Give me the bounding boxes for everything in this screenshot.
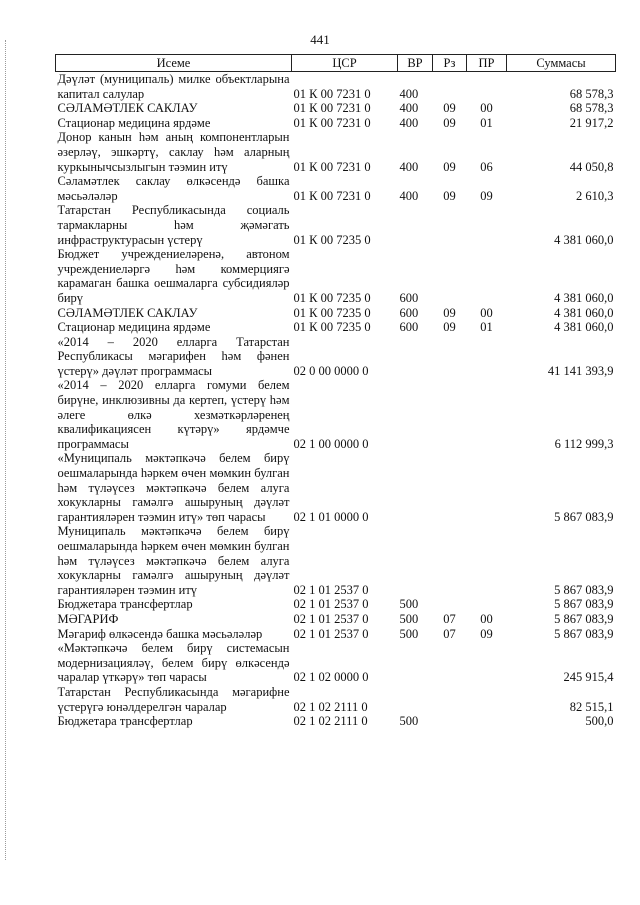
cell-name: Муниципаль мәктәпкәчә белем бирү оешмаларында һәркем өчен мөмкин булган һәм түләүсез мәктәпкәчә белем алуга хокукларны гамәлгә ашыруның дәүләт гарантияләрен тәэмин итү	[57, 524, 290, 597]
cell-csr: 01 К 00 7235 0	[293, 290, 371, 305]
table-row	[56, 203, 616, 247]
cell-pr	[467, 641, 507, 685]
cell-sum: 5 867 083,9	[554, 582, 614, 597]
cell-sum: 68 578,3	[569, 101, 614, 116]
cell-name: «2014 – 2020 елларга Татарстан Республикасы мәгарифен һәм фәнен үстерү» дәүләт программасы	[57, 334, 290, 378]
table-row	[56, 247, 616, 305]
cell-vr	[398, 524, 433, 597]
cell-rz: 09	[443, 305, 456, 320]
cell-sum: 6 112 999,3	[554, 436, 614, 451]
cell-name: Стационар медицина ярдәме	[57, 115, 211, 130]
cell-vr: 600	[399, 305, 419, 320]
table-header	[56, 55, 616, 72]
table-row	[56, 641, 616, 685]
cell-sum: 68 578,3	[569, 86, 614, 101]
cell-csr: 02 1 01 2537 0	[293, 597, 369, 612]
cell-csr: 02 1 00 0000 0	[293, 436, 369, 451]
cell-sum: 4 381 060,0	[554, 290, 614, 305]
cell-csr: 01 К 00 7231 0	[293, 86, 371, 101]
budget-table	[55, 54, 616, 729]
cell-vr: 400	[399, 86, 419, 101]
cell-sum: 5 867 083,9	[554, 626, 614, 641]
cell-name: МӘГАРИФ	[57, 611, 119, 626]
cell-name: Дәүләт (муниципаль) милке объектларына капитал салулар	[57, 72, 290, 101]
cell-name: СӘЛАМӘТЛЕК САКЛАУ	[57, 305, 198, 320]
cell-vr: 400	[399, 101, 419, 116]
table-row	[56, 101, 616, 116]
cell-sum: 5 867 083,9	[554, 509, 614, 524]
table-row	[56, 306, 616, 321]
cell-name: СӘЛАМӘТЛЕК САКЛАУ	[57, 101, 198, 116]
cell-name: Бюджет учреждениеләренә, автоном учреждениеләргә һәм коммерциягә карамаган башка оешмаларга субсидияләр бирү	[57, 247, 290, 305]
cell-name: «Муниципаль мәктәпкәчә белем бирү оешмаларында һәркем өчен мөмкин булган һәм түләүсез мәктәпкәчә белем алуга хокукларны гамәлгә ашыруның дәүләт гарантияләрен тәэмин итү» төп чарасы	[57, 451, 290, 524]
cell-rz: 09	[443, 320, 456, 335]
cell-vr	[398, 378, 433, 451]
cell-sum: 4 381 060,0	[554, 232, 614, 247]
cell-rz: 07	[443, 611, 456, 626]
cell-rz: 09	[443, 115, 456, 130]
cell-sum: 82 515,1	[569, 699, 614, 714]
cell-pr: 09	[480, 626, 493, 641]
table-row	[56, 524, 616, 597]
cell-csr: 01 К 00 7231 0	[293, 159, 371, 174]
cell-name: Татарстан Республикасында социаль тармакларны һәм җәмәгать инфраструктурасын үстерү	[57, 203, 290, 247]
cell-sum: 2 610,3	[576, 188, 614, 203]
cell-pr: 01	[480, 115, 493, 130]
margin-dotted-line	[5, 40, 7, 860]
table-row	[56, 714, 616, 729]
cell-csr: 01 К 00 7235 0	[293, 232, 371, 247]
cell-csr: 02 1 01 2537 0	[293, 582, 369, 597]
cell-pr	[467, 247, 507, 305]
table-row	[56, 597, 616, 612]
cell-sum: 21 917,2	[569, 115, 614, 130]
cell-csr: 02 1 01 2537 0	[293, 611, 369, 626]
cell-vr: 600	[399, 290, 419, 305]
cell-pr	[467, 685, 507, 714]
cell-vr	[398, 203, 433, 247]
cell-csr: 02 1 02 2111 0	[293, 714, 368, 729]
cell-rz	[433, 524, 467, 597]
cell-rz: 09	[443, 188, 456, 203]
table-row	[56, 612, 616, 627]
cell-sum: 5 867 083,9	[554, 597, 614, 612]
cell-pr: 01	[480, 320, 493, 335]
cell-name: «Мәктәпкәчә белем бирү системасын модернизацияләү, белем бирү өлкәсендә чаралар үткәрү» төп чарасы	[57, 641, 290, 685]
cell-csr: 02 1 02 0000 0	[293, 670, 369, 685]
cell-pr: 00	[480, 611, 493, 626]
cell-pr	[467, 203, 507, 247]
table-row	[56, 174, 616, 203]
cell-csr: 01 К 00 7231 0	[293, 115, 371, 130]
cell-pr	[467, 714, 507, 729]
table-row	[56, 116, 616, 131]
cell-pr	[467, 335, 507, 379]
table-row	[56, 378, 616, 451]
cell-vr	[398, 451, 433, 524]
cell-sum: 245 915,4	[563, 670, 614, 685]
cell-name: Стационар медицина ярдәме	[57, 320, 211, 335]
cell-vr: 600	[399, 320, 419, 335]
cell-name: «2014 – 2020 елларга гомуми белем бирүне, инклюзивны да кертеп, үстерү һәм әлеге өлкә хезмәткәрләренең квалификациясен күтәрү» ярдәмче программасы	[57, 378, 290, 451]
page-number: 441	[310, 32, 330, 47]
cell-vr: 400	[399, 115, 419, 130]
cell-sum: 4 381 060,0	[554, 305, 614, 320]
header-row	[56, 55, 616, 72]
table-row	[56, 627, 616, 642]
header-rz: Рз	[433, 55, 467, 72]
table-row	[56, 320, 616, 335]
cell-csr: 01 К 00 7231 0	[293, 188, 371, 203]
cell-name: Сәламәтлек саклау өлкәсендә башка мәсьәләләр	[57, 174, 290, 203]
header-vr: ВР	[398, 55, 433, 72]
cell-vr	[398, 335, 433, 379]
cell-name: Мәгариф өлкәсендә башка мәсьәләләр	[57, 626, 263, 641]
cell-rz	[433, 203, 467, 247]
cell-rz	[433, 451, 467, 524]
cell-pr	[467, 597, 507, 612]
cell-name: Бюджетара трансфертлар	[57, 597, 193, 612]
cell-rz	[433, 714, 467, 729]
cell-rz	[433, 378, 467, 451]
table-body	[56, 72, 616, 729]
cell-csr: 02 0 00 0000 0	[293, 363, 369, 378]
table-row	[56, 130, 616, 174]
cell-sum: 5 867 083,9	[554, 611, 614, 626]
cell-pr: 06	[480, 159, 493, 174]
cell-rz: 09	[443, 101, 456, 116]
cell-rz	[433, 685, 467, 714]
cell-pr: 00	[480, 101, 493, 116]
cell-name: Бюджетара трансфертлар	[57, 714, 193, 729]
cell-csr: 02 1 01 2537 0	[293, 626, 369, 641]
cell-sum: 4 381 060,0	[554, 320, 614, 335]
cell-name: Татарстан Республикасында мәгарифне үстерүгә юнәлдерелгән чаралар	[57, 684, 290, 714]
cell-rz: 09	[443, 159, 456, 174]
cell-pr	[467, 378, 507, 451]
cell-sum: 44 050,8	[569, 159, 614, 174]
table-row	[56, 335, 616, 379]
cell-csr: 02 1 02 2111 0	[293, 699, 368, 714]
header-sum: Суммасы	[507, 55, 616, 72]
cell-rz	[433, 597, 467, 612]
cell-sum: 41 141 393,9	[547, 363, 614, 378]
cell-csr: 01 К 00 7231 0	[293, 101, 371, 116]
cell-pr	[467, 451, 507, 524]
cell-rz	[433, 247, 467, 305]
cell-rz	[433, 641, 467, 685]
header-pr: ПР	[467, 55, 507, 72]
cell-pr: 09	[480, 188, 493, 203]
cell-vr: 400	[399, 159, 419, 174]
cell-csr: 02 1 01 0000 0	[293, 509, 369, 524]
cell-rz	[433, 72, 467, 102]
cell-pr	[467, 72, 507, 102]
cell-sum: 500,0	[585, 714, 614, 729]
cell-vr	[398, 641, 433, 685]
cell-name: Донор канын һәм аның компонентларын әзерләү, эшкәртү, саклау һәм аларның куркынычсызлыгын тәэмин итү	[57, 130, 290, 174]
cell-pr	[467, 524, 507, 597]
cell-vr: 400	[399, 188, 419, 203]
table-row	[56, 72, 616, 102]
cell-rz	[433, 335, 467, 379]
cell-rz: 07	[443, 626, 456, 641]
cell-pr: 00	[480, 305, 493, 320]
header-csr: ЦСР	[292, 55, 398, 72]
cell-vr: 500	[399, 714, 419, 729]
table-row	[56, 451, 616, 524]
cell-csr: 01 К 00 7235 0	[293, 305, 371, 320]
cell-vr	[398, 685, 433, 714]
header-name: Исеме	[56, 55, 292, 72]
cell-vr: 500	[399, 626, 419, 641]
cell-vr: 500	[399, 597, 419, 612]
table-row	[56, 685, 616, 714]
cell-vr: 500	[399, 611, 419, 626]
cell-csr: 01 К 00 7235 0	[293, 320, 371, 335]
